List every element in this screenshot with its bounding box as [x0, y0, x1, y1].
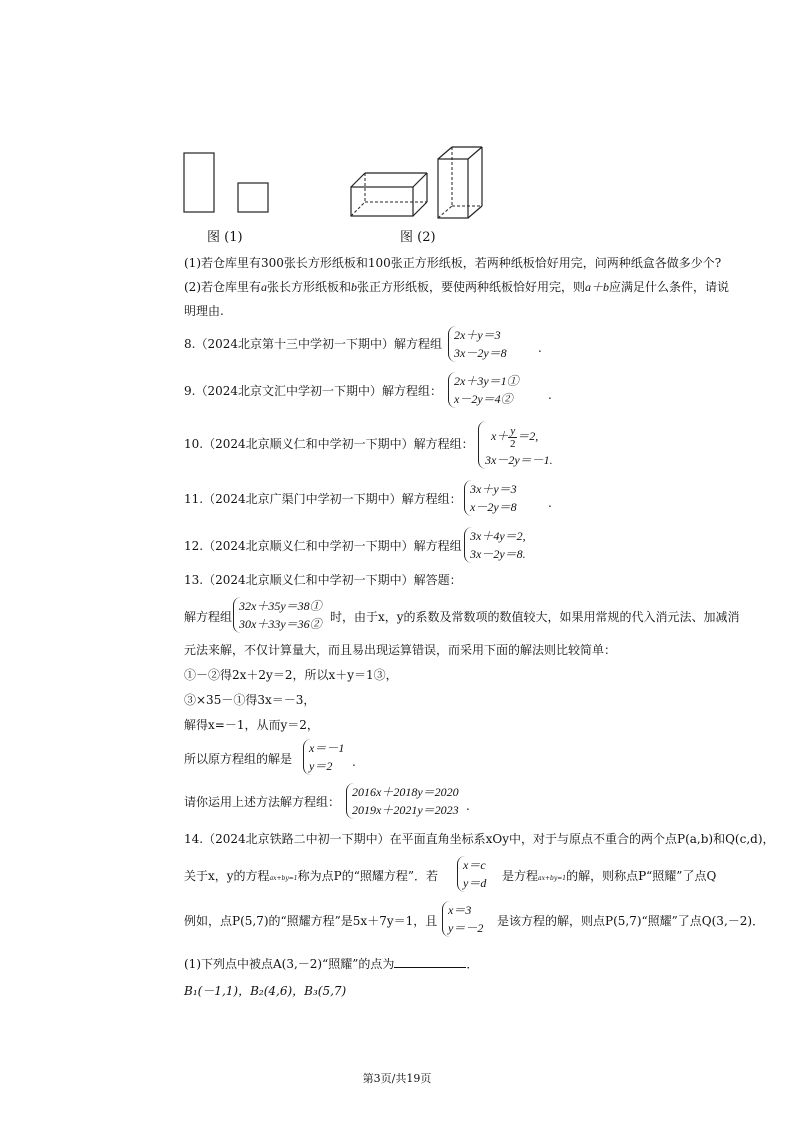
q13-system: 32x＋35y＝38① 30x＋33y＝36②: [233, 597, 322, 633]
q8-end: .: [538, 341, 542, 355]
q14-line2-tail: 是方程ax+by=1的解，则称点P“照耀”了点Q: [502, 869, 717, 883]
q14-line3: 例如，点P(5,7)的“照耀方程”是5x＋7y＝1，且: [184, 914, 438, 928]
q11-text: 11.（2024北京广渠门中学初一下期中）解方程组：: [184, 492, 462, 506]
q14-points: B₁(－1,1)，B₂(4,6)，B₃(5,7): [184, 984, 347, 998]
q14-line2: 关于x，y的方程ax+by=1称为点P的“照耀方程”．若: [184, 869, 438, 883]
q10-text: 10.（2024北京顺义仁和中学初一下期中）解方程组：: [184, 437, 474, 451]
q12-text: 12.（2024北京顺义仁和中学初一下期中）解方程组: [184, 539, 462, 553]
q14-line1: 14.（2024北京铁路二中初一下期中）在平面直角坐标系xOy中，对于与原点不重合的两个点P(a,b)和Q(c,d)，: [184, 832, 775, 846]
q13-sol-end: .: [352, 755, 356, 769]
q9-system: 2x＋3y＝1① x－2y＝4②: [448, 372, 519, 408]
q12-system: 3x＋4y＝2, 3x－2y＝8.: [464, 527, 526, 563]
q13-step2: ③×35－①得3x＝－3，: [184, 693, 316, 707]
q13-ask-system: 2016x＋2018y＝2020 2019x＋2021y＝2023: [346, 783, 459, 819]
q14-line3-tail: 是该方程的解，则点P(5,7)“照耀”了点Q(3,－2)．: [497, 914, 765, 928]
figure-1-caption: 图 (1): [207, 230, 243, 245]
q13-step3: 解得x=－1，从而y＝2，: [184, 718, 319, 732]
q8-text: 8.（2024北京第十三中学初一下期中）解方程组: [184, 337, 442, 351]
answer-blank[interactable]: [394, 955, 466, 968]
q14-system-cd: x＝c y＝d: [457, 856, 486, 892]
q13-desc2: 元法来解，不仅计算量大，而且易出现运算错误，而采用下面的解法则比较简单：: [184, 643, 617, 657]
q13-step1: ①－②得2x＋2y＝2，所以x＋y＝1③，: [184, 668, 398, 682]
q10-system: x＋ $\frac{y}{2}$ ＝2, 3x－2y＝－1.: [478, 421, 553, 469]
q7-part2-cont: 明理由.: [184, 304, 224, 318]
q13-ask: 请你运用上述方法解方程组：: [184, 795, 341, 809]
q11-system: 3x＋y＝3 x－2y＝8: [464, 480, 517, 516]
q13-ask-end: .: [466, 799, 470, 813]
q13-solution: x＝－1 y＝2: [303, 739, 344, 775]
q7-part2: (2)若仓库里有a张长方形纸板和b张正方形纸板，要使两种纸板恰好用完，则a＋b应满足什么条件，请说: [184, 280, 730, 294]
q13-lead: 解方程组: [184, 610, 233, 624]
q11-end: .: [548, 496, 552, 510]
q9-end: .: [548, 388, 552, 402]
figure-2-caption: 图 (2): [400, 230, 436, 245]
figure-1: [180, 150, 280, 220]
q13-title: 13.（2024北京顺义仁和中学初一下期中）解答题：: [184, 573, 462, 587]
q8-system: 2x＋y＝3 3x－2y＝8: [448, 326, 507, 362]
q14-part1: (1)下列点中被点A(3,－2)“照耀”的点为 ．: [184, 957, 479, 971]
square: [238, 183, 268, 212]
q13-sol-lead: 所以原方程组的解是: [184, 752, 293, 766]
q14-system-example: x＝3 y＝－2: [442, 901, 483, 937]
q13-desc1: 时，由于x，y的系数及常数项的数值较大，如果用常规的代入消元法、加减消: [330, 610, 740, 624]
q7-part1: (1)若仓库里有300张长方形纸板和100张正方形纸板，若两种纸板恰好用完，问两种纸盒各做多少个?: [184, 256, 722, 270]
page-footer: 第3页/共19页: [362, 1072, 432, 1085]
tall-rectangle: [184, 153, 214, 212]
q9-text: 9.（2024北京文汇中学初一下期中）解方程组：: [184, 384, 442, 398]
figure-2: [345, 145, 490, 225]
